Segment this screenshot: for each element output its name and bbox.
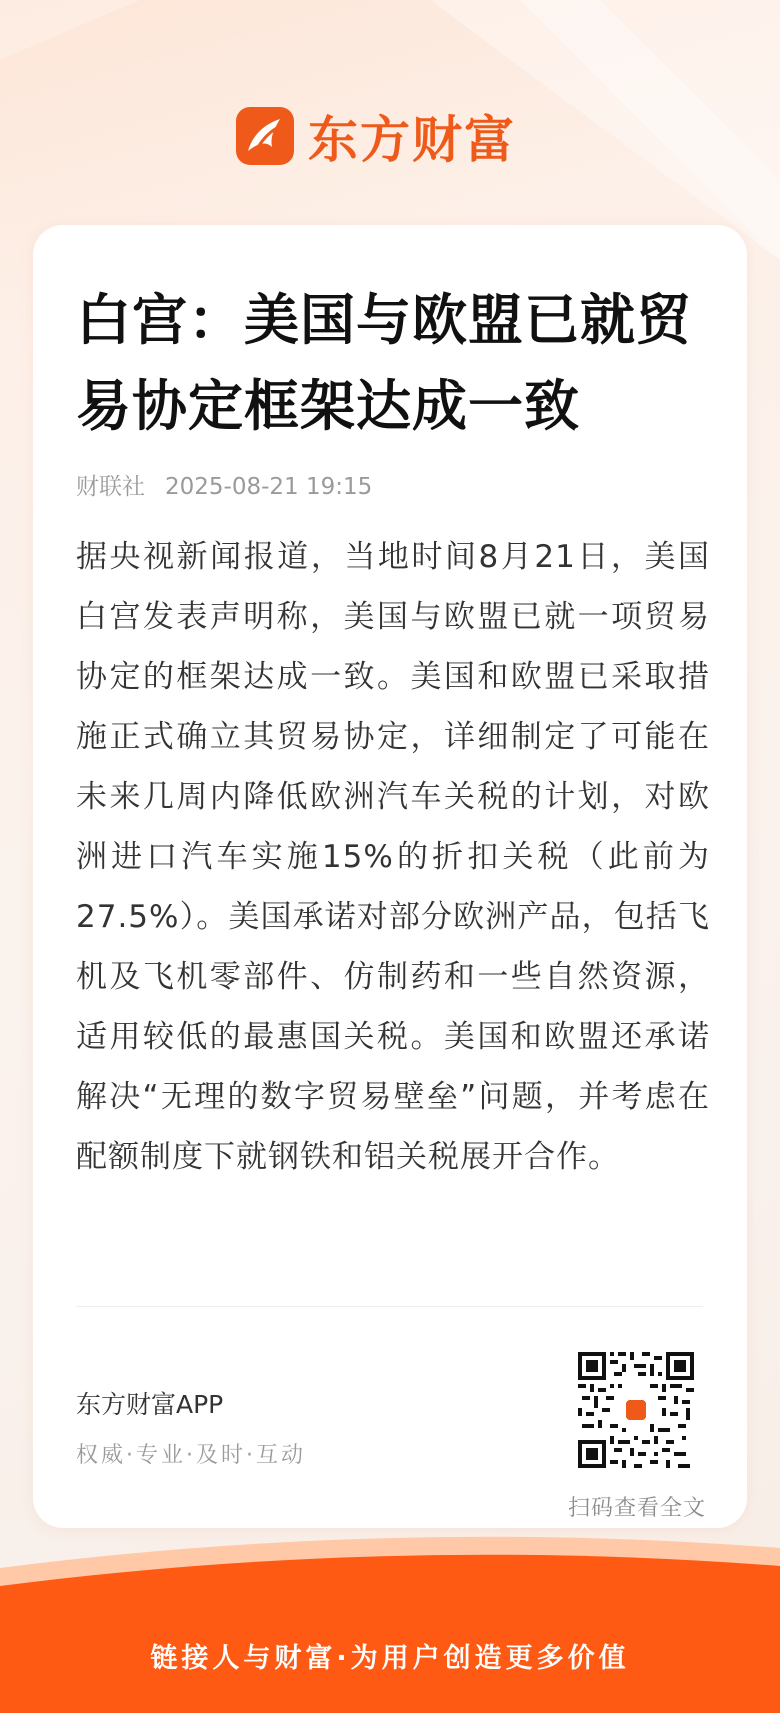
app-slogan: 权威·专业·及时·互动 bbox=[76, 1443, 306, 1468]
bottom-slogan: 链接人与财富·为用户创造更多价值 bbox=[150, 1643, 630, 1674]
app-name: 东方财富APP bbox=[76, 1390, 224, 1419]
article-card bbox=[33, 225, 747, 1528]
brand-name: 东方财富 bbox=[308, 110, 516, 169]
article-body: 据央视新闻报道，当地时间8月21日，美国白宫发表声明称，美国与欧盟已就一项贸易协定的框架达成一致。美国和欧盟已采取措施正式确立其贸易协定，详细制定了可能在未来几周内降低欧洲汽车关税的计划，对欧洲进口汽车实施15%的折扣关税（此前为27.5%）。美国承诺对部分欧洲产品，包括飞机及飞机零部件、仿制药和一些自然资源，适用较低的最惠国关税。美国和欧盟还承诺解决“无理的数字贸易壁垒”问题，并考虑在配额制度下就钢铁和铝关税展开合作。 bbox=[76, 539, 710, 1175]
eastmoney-logo-icon bbox=[236, 107, 294, 165]
article-meta bbox=[76, 468, 372, 501]
article-datetime: 2025-08-21 19:15 bbox=[165, 474, 373, 500]
article-source: 财联社 bbox=[76, 474, 145, 500]
brand-logo bbox=[236, 104, 516, 168]
article-title: 白宫：美国与欧盟已就贸易协定框架达成一致 bbox=[76, 287, 693, 438]
bottom-banner-background bbox=[0, 1528, 780, 1713]
qr-code-icon[interactable] bbox=[578, 1352, 694, 1468]
divider bbox=[76, 1306, 703, 1307]
qr-caption: 扫码查看全文 bbox=[568, 1496, 707, 1521]
